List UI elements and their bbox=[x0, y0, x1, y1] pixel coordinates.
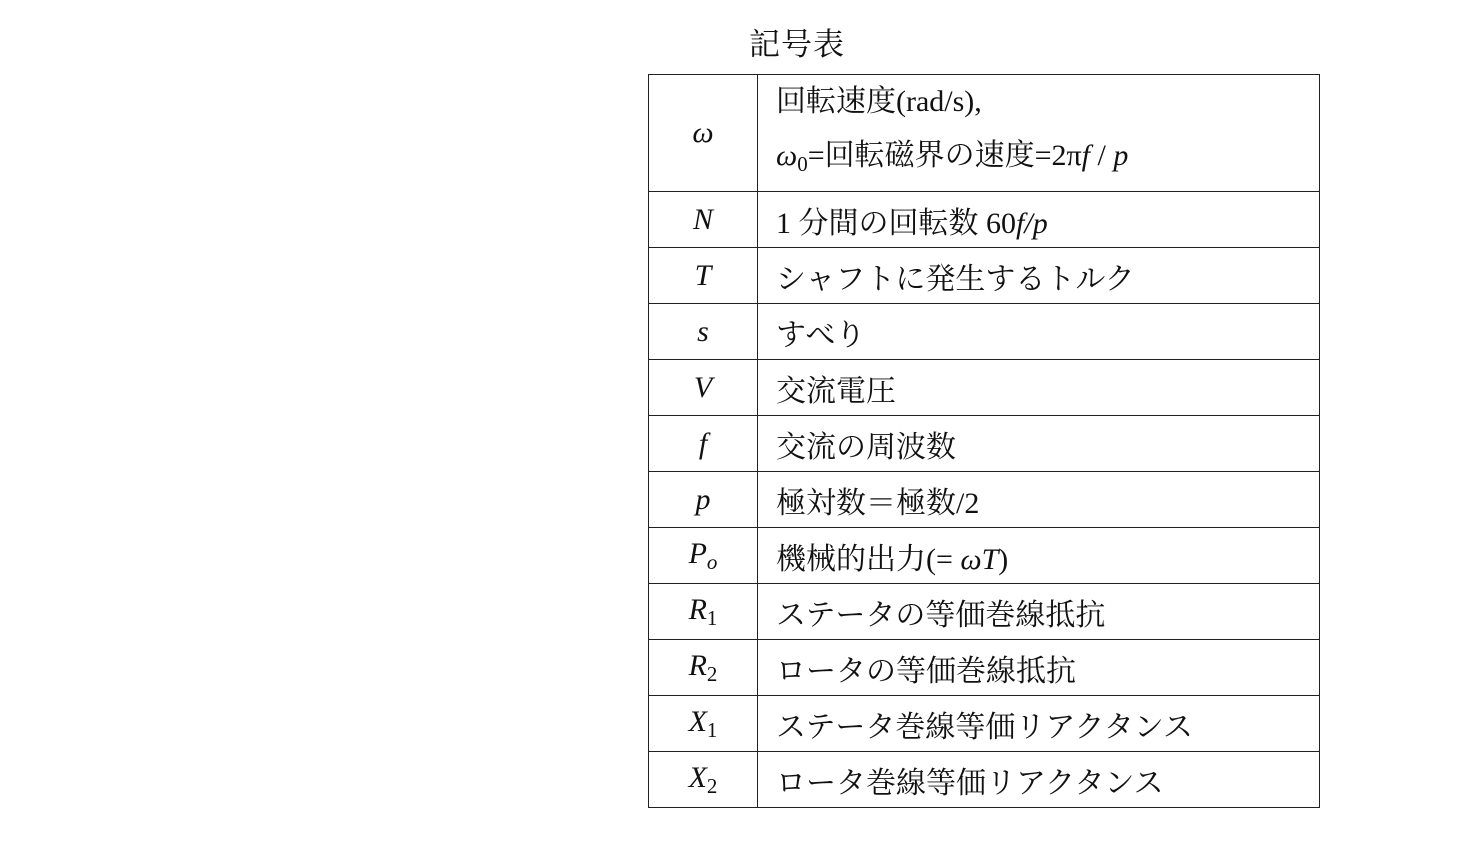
description-text: 機械的出力(= bbox=[776, 542, 961, 576]
symbol: R bbox=[688, 592, 707, 626]
table-row bbox=[649, 640, 1320, 696]
subscript: 0 bbox=[797, 152, 808, 176]
description-text: 交流の周波数 bbox=[776, 430, 956, 464]
symbol-cell bbox=[649, 416, 758, 472]
symbol: V bbox=[693, 370, 713, 404]
description-cell bbox=[758, 360, 1320, 416]
symbol-cell bbox=[649, 472, 758, 528]
description-text: ステータの等価巻線抵抗 bbox=[776, 598, 1106, 632]
symbol-cell bbox=[649, 752, 758, 808]
symbol-table bbox=[648, 74, 1320, 808]
description-cell bbox=[758, 584, 1320, 640]
symbol-cell bbox=[649, 75, 758, 192]
description-text: ステータ巻線等価リアクタンス bbox=[776, 710, 1193, 744]
symbol-cell bbox=[649, 528, 758, 584]
slash: / bbox=[1024, 206, 1033, 240]
description-cell bbox=[758, 192, 1320, 248]
description-cell bbox=[758, 416, 1320, 472]
subscript: o bbox=[706, 549, 718, 574]
description-cell bbox=[758, 640, 1320, 696]
table-row bbox=[649, 696, 1320, 752]
description-cell bbox=[758, 75, 1320, 192]
symbol-cell bbox=[649, 640, 758, 696]
table-row bbox=[649, 416, 1320, 472]
description-line bbox=[776, 129, 1319, 191]
description-cell bbox=[758, 472, 1320, 528]
symbol-cell bbox=[649, 360, 758, 416]
description-cell bbox=[758, 304, 1320, 360]
symbol: f bbox=[698, 426, 708, 460]
table-row bbox=[649, 75, 1320, 192]
pole-pair-symbol: p bbox=[1113, 139, 1129, 172]
pole-pair-symbol: p bbox=[1032, 206, 1048, 240]
description-text: ロータ巻線等価リアクタンス bbox=[776, 766, 1164, 800]
symbol-cell bbox=[649, 584, 758, 640]
symbol-cell bbox=[649, 248, 758, 304]
description-cell bbox=[758, 752, 1320, 808]
symbol: X bbox=[688, 760, 707, 794]
description-text: =回転磁界の速度=2π bbox=[807, 139, 1082, 172]
table-row bbox=[649, 192, 1320, 248]
description-text: シャフトに発生するトルク bbox=[776, 262, 1135, 296]
symbol: N bbox=[692, 202, 713, 236]
symbol: X bbox=[688, 704, 707, 738]
subscript: 2 bbox=[706, 773, 718, 798]
description-text: 極対数＝極数/2 bbox=[776, 486, 980, 520]
table-row bbox=[649, 752, 1320, 808]
symbol: p bbox=[695, 482, 711, 516]
table-row bbox=[649, 360, 1320, 416]
description-text: ロータの等価巻線抵抗 bbox=[776, 654, 1076, 688]
table-row bbox=[649, 528, 1320, 584]
frequency-symbol: f bbox=[1081, 139, 1091, 172]
subscript: 2 bbox=[706, 661, 718, 686]
expression: ωT bbox=[960, 542, 999, 576]
symbol: ω bbox=[692, 116, 714, 149]
description-text: 1 分間の回転数 60 bbox=[776, 206, 1016, 240]
omega-symbol: ω bbox=[776, 139, 798, 172]
description-cell bbox=[758, 528, 1320, 584]
slash: / bbox=[1090, 139, 1114, 172]
description-cell bbox=[758, 696, 1320, 752]
close-paren: ) bbox=[998, 542, 1009, 576]
subscript: 1 bbox=[706, 605, 718, 630]
description-text: 交流電圧 bbox=[776, 374, 896, 408]
subscript: 1 bbox=[706, 717, 718, 742]
table-title: 記号表 bbox=[749, 27, 845, 62]
description-cell bbox=[758, 248, 1320, 304]
table-row bbox=[649, 248, 1320, 304]
frequency-symbol: f bbox=[1016, 206, 1025, 240]
symbol: R bbox=[688, 648, 707, 682]
symbol: P bbox=[688, 536, 707, 570]
table-row bbox=[649, 304, 1320, 360]
symbol-cell bbox=[649, 696, 758, 752]
symbol-cell bbox=[649, 192, 758, 248]
symbol: T bbox=[694, 258, 712, 292]
table-row bbox=[649, 472, 1320, 528]
table-row bbox=[649, 584, 1320, 640]
description-text: すべり bbox=[776, 318, 866, 352]
symbol-cell bbox=[649, 304, 758, 360]
description-line: 回転速度(rad/s), bbox=[776, 85, 982, 118]
symbol: s bbox=[697, 314, 709, 348]
